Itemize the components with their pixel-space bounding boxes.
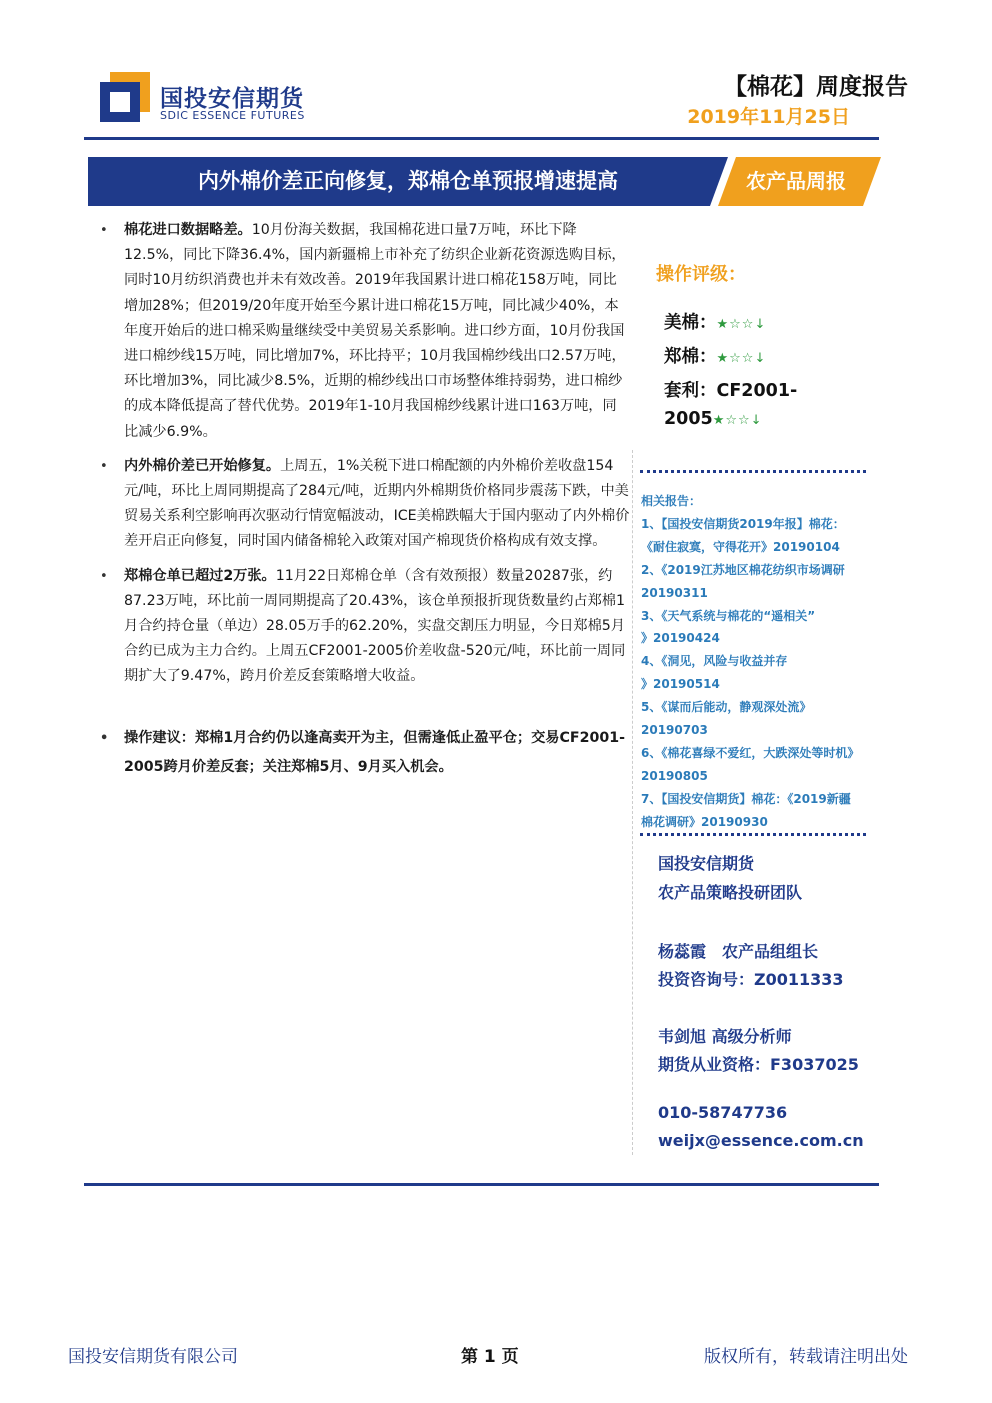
dotted-divider — [640, 470, 866, 473]
analyst1-license: 投资咨询号：Z0011333 — [658, 970, 844, 989]
bullet-text: 操作建议：郑棉1月合约仍以逢高卖开为主，但需逢低止盈平仓；交易CF2001-2005跨月价差反套；关注郑棉5月、9月买入机会。 — [124, 729, 625, 775]
related-report-link[interactable]: 《耐住寂寞，守得花开》20190104 — [641, 539, 840, 554]
related-report-link[interactable]: 20190311 — [641, 585, 708, 600]
rating-arbitrage — [664, 377, 797, 402]
report-title: 内外棉价差正向修复，郑棉仓单预报增速提高 — [198, 169, 618, 193]
rating-stars: ★☆☆↓ — [716, 317, 767, 332]
sdic-logo-icon — [100, 72, 150, 122]
rating-arbitrage-cont — [664, 409, 763, 429]
dotted-divider — [640, 833, 866, 836]
company-name-cn: 国投安信期货 — [160, 86, 304, 112]
related-report-link[interactable]: 7、【国投安信期货】棉花：《2019新疆 — [641, 791, 851, 806]
related-report-link[interactable]: 20190703 — [641, 723, 708, 738]
rating-label: 套利：CF2001- — [664, 381, 798, 401]
document-type: 【棉花】周度报告 — [724, 74, 908, 100]
team-group: 农产品策略投研团队 — [658, 883, 803, 902]
related-report-link[interactable]: 2、《2019江苏地区棉花纺织市场调研 — [641, 562, 845, 577]
rating-stars: ★☆☆↓ — [712, 413, 763, 428]
bullet-trading-advice — [100, 724, 630, 782]
related-reports-heading: 相关报告： — [641, 494, 702, 508]
related-report-link[interactable]: 6、《棉花喜绿不爱红，大跌深处等时机》 — [641, 745, 860, 760]
bullet-text: 上周五，1%关税下进口棉配额的内外棉价差收盘154元/吨，环比上周同期提高了284元/吨，近期内外棉期货价格同步震荡下跌，中美贸易关系利空影响再次驱动行情宽幅波动，ICE美棉跌幅大于国内驱动了内外棉价差开启正向修复，同时国内储备棉轮入政策对国产棉现货价格构成有效支撑。 — [124, 457, 630, 550]
company-name-en: SDIC ESSENCE FUTURES — [160, 109, 305, 122]
main-content — [100, 218, 630, 782]
bullet-import-data — [100, 218, 630, 445]
rating-zhengzhou-cotton — [664, 343, 766, 368]
related-report-link[interactable]: 5、《谋而后能动，静观深处流》 — [641, 700, 812, 715]
column-divider — [632, 450, 633, 1155]
analyst1-name: 杨蕊霞 农产品组组长 — [658, 942, 819, 961]
analyst2-name: 韦剑旭 高级分析师 — [658, 1027, 792, 1046]
analyst2-license: 期货从业资格：F3037025 — [658, 1055, 859, 1074]
contact-email[interactable]: weijx@essence.com.cn — [658, 1131, 864, 1150]
footer-company: 国投安信期货有限公司 — [68, 1347, 238, 1367]
related-report-link[interactable]: 棉花调研》20190930 — [641, 814, 768, 829]
rating-stars: ★☆☆↓ — [716, 351, 767, 366]
report-date: 2019年11月25日 — [687, 106, 850, 128]
bullet-text: 10月份海关数据，我国棉花进口量7万吨，环比下降12.5%，同比下降36.4%，国内新疆棉上市补充了纺织企业新花资源选购目标，同时10月纺织消费也并未有效改善。2019年我国累计进口棉花158万吨，同比增加28%；但2019/20年度开始至今累计进口棉花15万吨，同比减少40%，本年度开始后的进口棉采购量继续受中美贸易关系影响。进口纱方面，10月份我国进口棉纱线15万吨，同比增加7%，环比持平；10月我国棉纱线出口2.57万吨，环比增加3%，同比减少8.5%，近期的棉纱线出口市场整体维持弱势，进口棉纱的成本降低提高了替代优势。2019年1-10月我国棉纱线累计进口163万吨，同比减少6.9%。 — [124, 222, 626, 440]
contact-phone: 010-58747736 — [658, 1103, 788, 1122]
bullet-text: 11月22日郑棉仓单（含有效预报）数量20287张，约87.23万吨，环比前一周同期提高了20.43%，该仓单预报折现货数量约占郑棉1月合约持仓量（单边）28.05万手的62.20%，实盘交割压力明显，今日郑棉5月合约已成为主力合约。上周五CF2001-2005价差收盘-520元/吨，环比前一周同期扩大了9.47%，跨月价差反套策略增大收益。 — [124, 567, 626, 685]
bottom-divider — [84, 1183, 879, 1186]
footer-page-number: 第 1 页 — [461, 1347, 519, 1367]
bullet-price-spread — [100, 454, 630, 555]
rating-label: 2005 — [664, 409, 713, 429]
bullet-lead: 郑棉仓单已超过2万张。 — [124, 567, 276, 584]
rating-heading: 操作评级： — [656, 264, 746, 285]
header-divider — [84, 137, 879, 140]
report-category-tag: 农产品周报 — [746, 169, 846, 193]
related-report-link[interactable]: 3、《天气系统与棉花的“遥相关” — [641, 608, 816, 623]
rating-us-cotton — [664, 309, 766, 334]
related-report-link[interactable]: 1、【国投安信期货2019年报】棉花： — [641, 516, 845, 531]
bullet-warehouse-receipts — [100, 564, 630, 690]
related-report-link[interactable]: 20190805 — [641, 768, 708, 783]
team-company: 国投安信期货 — [658, 854, 755, 873]
related-report-link[interactable]: 4、《洞见，风险与收益并存 — [641, 654, 788, 669]
footer-copyright: 版权所有，转载请注明出处 — [704, 1347, 908, 1367]
related-reports — [641, 490, 891, 834]
bullet-lead: 内外棉价差已开始修复。 — [124, 457, 281, 474]
related-report-link[interactable]: 》20190424 — [641, 631, 720, 646]
rating-label: 美棉： — [664, 313, 717, 333]
related-report-link[interactable]: 》20190514 — [641, 677, 720, 692]
rating-label: 郑棉： — [664, 347, 717, 367]
bullet-lead: 棉花进口数据略差。 — [124, 222, 252, 238]
